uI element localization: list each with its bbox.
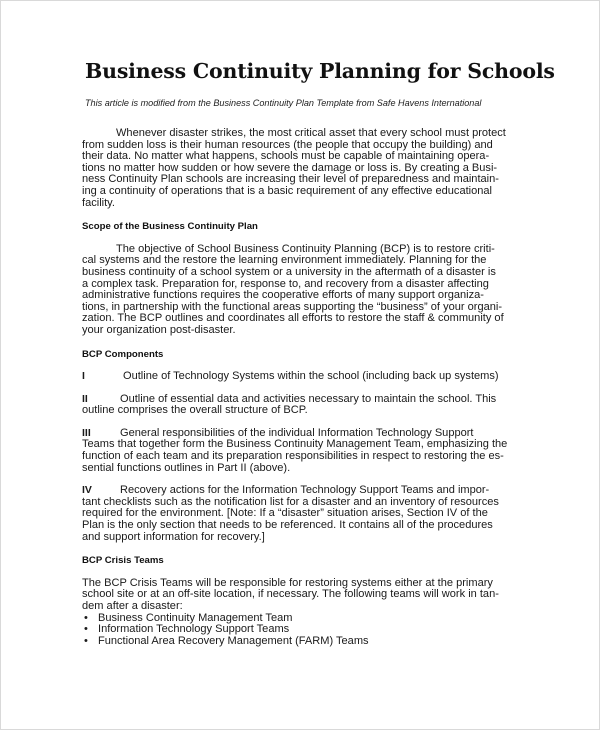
document-subtitle: This article is modified from the Business Continuity Plan Template from Safe Havens International <box>85 98 482 108</box>
text-line: The objective of School Business Continuity Planning (BCP) is to restore criti- <box>116 242 495 255</box>
roman-numeral: III <box>82 426 91 439</box>
roman-numeral: IV <box>82 484 92 497</box>
component-item-ii <box>82 394 522 417</box>
text-line: I Outline of Technology Systems within the school (including back up systems) <box>82 370 499 383</box>
crisis-teams-list <box>82 613 522 648</box>
text-line: ness Continuity Plan schools are increasing their level of preparedness and maintain- <box>82 173 499 186</box>
text-line: facility. <box>82 196 115 209</box>
text-line: and support information for recovery.] <box>82 530 265 543</box>
intro-paragraph <box>82 128 522 209</box>
text-line: ing a continuity of operations that is a basic requirement of any effective educational <box>82 184 493 197</box>
text-line: outline comprises the overall structure of BCP. <box>82 404 308 417</box>
text-line: business continuity of a school system or a university in the aftermath of a disaster is <box>82 265 496 278</box>
text-line: II Outline of essential data and activities necessary to maintain the school. This <box>82 392 497 405</box>
text-line: tions, in partnership with the functional areas supporting the “business” of your organi- <box>82 300 503 313</box>
text-line: tions no matter how sudden or how severe the damage or loss is. By creating a Busi- <box>82 161 498 174</box>
text-line: sential functions outlines in Part II (above). <box>82 461 291 474</box>
document-body <box>82 128 522 647</box>
component-item-iv <box>82 485 522 543</box>
text-line: your organization post-disaster. <box>82 323 236 336</box>
text-line: tant checklists such as the notification list for a disaster and an inventory of resources <box>82 495 499 508</box>
component-item-i <box>82 371 522 383</box>
list-item: • Business Continuity Management Team <box>84 611 293 624</box>
text-line: required for the environment. [Note: If a “disaster” situation arises, Section IV of the <box>82 507 488 520</box>
section-heading-components: BCP Components <box>82 348 164 360</box>
component-item-iii <box>82 428 522 474</box>
text-line: Whenever disaster strikes, the most critical asset that every school must protect <box>116 127 506 139</box>
text-line: school site or at an off-site location, if necessary. The following teams will work in tan- <box>82 588 499 601</box>
text-line: administrative functions requires the cooperative efforts of many support organiza- <box>82 289 484 302</box>
bullet-icon: • <box>84 634 88 647</box>
text-line: The BCP Crisis Teams will be responsible for restoring systems either at the primary <box>82 576 493 589</box>
roman-numeral: I <box>82 370 85 383</box>
list-item: • Functional Area Recovery Management (FARM) Teams <box>84 634 369 647</box>
text-line: III General responsibilities of the individual Information Technology Support <box>82 426 474 439</box>
scope-paragraph <box>82 244 522 337</box>
text-line: cal systems and the restore the learning environment immediately. Planning for the <box>82 254 487 267</box>
roman-numeral: II <box>82 392 88 405</box>
crisis-teams-paragraph <box>82 578 522 613</box>
text-line: their data. No matter what happens, schools must be capable of maintaining opera- <box>82 150 490 163</box>
text-line: IV Recovery actions for the Information Technology Support Teams and impor- <box>82 484 490 497</box>
text-line: Teams that together form the Business Continuity Management Team, emphasizing the <box>82 438 508 451</box>
text-line: zation. The BCP outlines and coordinates all efforts to restore the staff & community of <box>82 312 504 325</box>
text-line: Plan is the only section that needs to be referenced. It contains all of the procedures <box>82 519 493 532</box>
section-heading-scope: Scope of the Business Continuity Plan <box>82 221 258 233</box>
document-title: Business Continuity Planning for Schools <box>85 59 555 83</box>
list-item: • Information Technology Support Teams <box>84 623 290 636</box>
bullet-icon: • <box>84 623 88 636</box>
section-heading-crisis-teams: BCP Crisis Teams <box>82 555 164 567</box>
text-line: from sudden loss is their human resources (the people that occupy the building) and <box>82 138 493 151</box>
text-line: a complex task. Preparation for, response to, and recovery from a disaster affecting <box>82 277 489 290</box>
text-line: function of each team and its preparation responsibilities in respect to restoring the es- <box>82 450 504 463</box>
text-line: dem after a disaster: <box>82 600 183 612</box>
bullet-icon: • <box>84 611 88 624</box>
